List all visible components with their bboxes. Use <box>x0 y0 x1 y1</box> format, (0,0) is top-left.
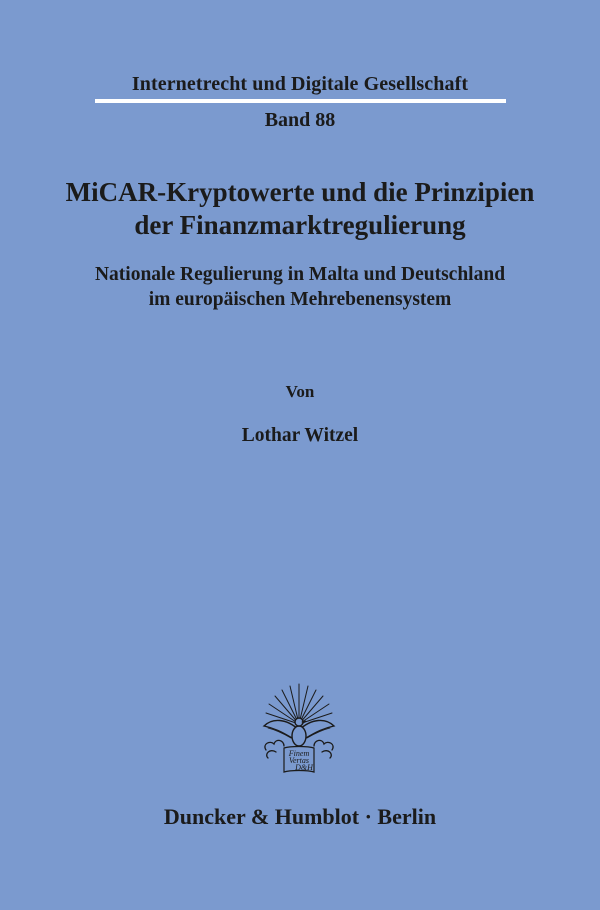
book-title-line-2: der Finanzmarktregulierung <box>134 210 466 240</box>
series-title: Internetrecht und Digitale Gesellschaft <box>131 73 469 95</box>
publisher-imprint: Duncker & Humblot · Berlin <box>163 804 437 829</box>
book-subtitle <box>0 262 600 312</box>
book-subtitle-line-2: im europäischen Mehrebenensystem <box>148 289 452 310</box>
by-label: Von <box>285 382 315 401</box>
book-title-line-1: MiCAR-Kryptowerte und die Prinzipien <box>65 177 535 207</box>
series-divider <box>95 99 506 103</box>
book-subtitle-line-1: Nationale Regulierung in Malta und Deutschland <box>94 264 506 285</box>
author-name: Lothar Witzel <box>241 425 359 446</box>
book-title <box>0 176 600 242</box>
volume-number: Band 88 <box>264 109 336 131</box>
phoenix-emblem-icon <box>256 678 342 778</box>
emblem-banner-line-1: Finem <box>288 749 310 758</box>
emblem-banner-line-2: Vertas <box>289 756 309 765</box>
emblem-banner-line-3: D&H <box>295 763 313 772</box>
